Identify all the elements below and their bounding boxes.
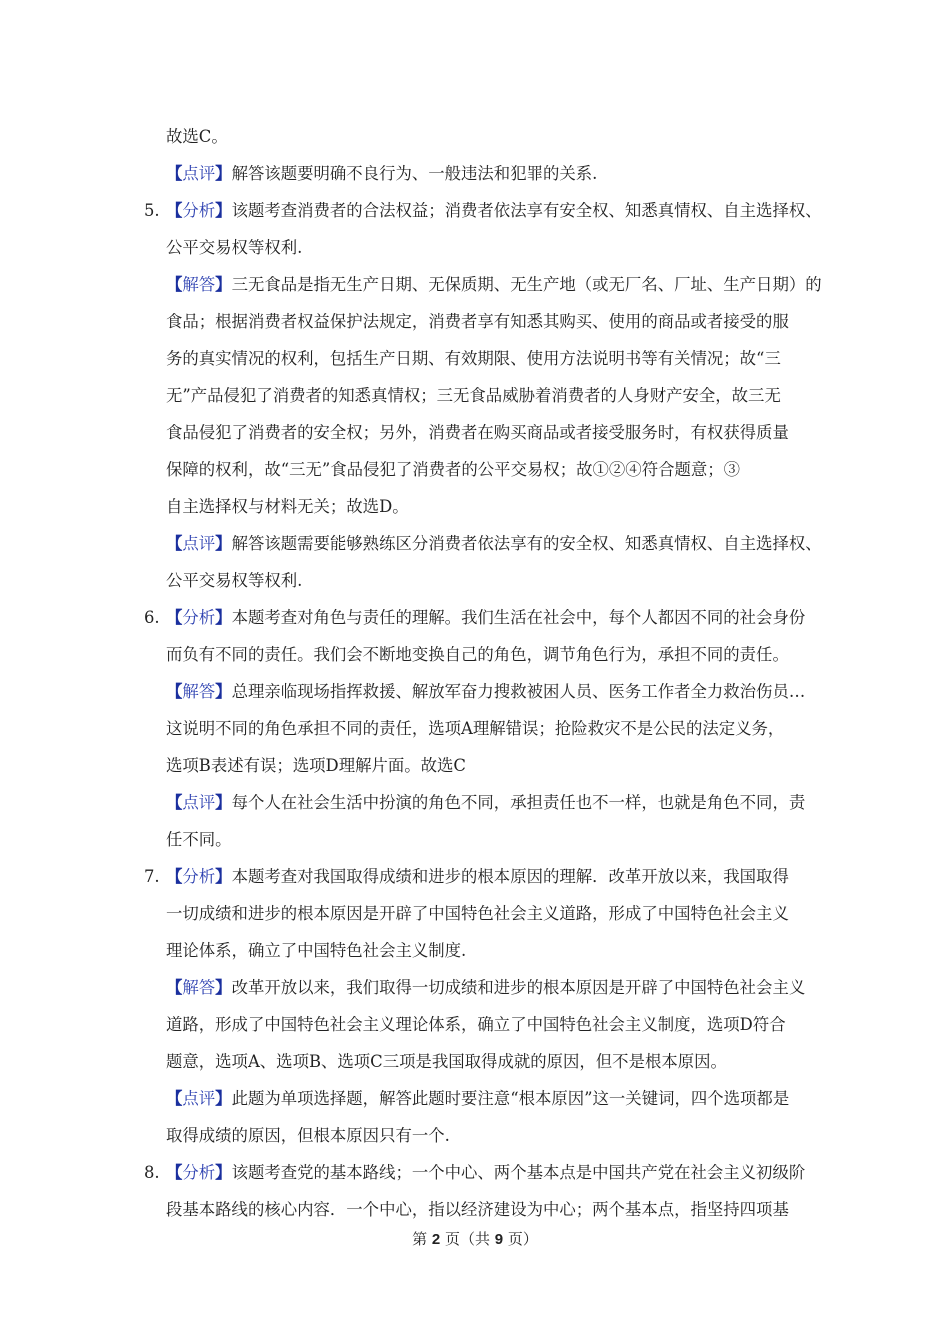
footer-suffix: 页） xyxy=(507,1230,538,1248)
text-line xyxy=(0,488,950,525)
section-tag: 【分析】 xyxy=(166,201,232,220)
text-line xyxy=(0,784,950,821)
section-tag-label: 分析 xyxy=(182,608,216,627)
text-line xyxy=(0,1117,950,1154)
section-tag-label: 解答 xyxy=(182,275,216,294)
text-line xyxy=(0,821,950,858)
section-tag: 【分析】 xyxy=(166,608,232,627)
line-text: 三无食品是指无生产日期、无保质期、无生产地（或无厂名、厂址、生产日期）的 xyxy=(231,275,822,294)
text-line xyxy=(0,1154,950,1191)
line-text: 故选C。 xyxy=(166,127,228,146)
section-tag: 【点评】 xyxy=(166,1089,232,1108)
line-text: 理论体系，确立了中国特色社会主义制度. xyxy=(166,941,467,960)
page-footer xyxy=(0,1224,950,1255)
text-line xyxy=(0,969,950,1006)
text-line xyxy=(0,229,950,266)
section-tag: 【解答】 xyxy=(166,275,232,294)
line-text: 这说明不同的角色承担不同的责任，选项A理解错误；抢险救灾不是公民的法定义务， xyxy=(166,719,785,738)
section-tag: 【点评】 xyxy=(166,534,232,553)
line-text: 务的真实情况的权利，包括生产日期、有效期限、使用方法说明书等有关情况；故“三 xyxy=(166,349,781,368)
text-line xyxy=(0,858,950,895)
section-tag: 【点评】 xyxy=(166,793,232,812)
line-text: 此题为单项选择题，解答此题时要注意“根本原因”这一关键词，四个选项都是 xyxy=(231,1089,790,1108)
text-line xyxy=(0,192,950,229)
text-line xyxy=(0,414,950,451)
line-text: 解答该题要明确不良行为、一般违法和犯罪的关系. xyxy=(231,164,598,183)
line-text: 本题考查对我国取得成绩和进步的根本原因的理解．改革开放以来，我国取得 xyxy=(231,867,789,886)
section-tag-label: 点评 xyxy=(182,1089,216,1108)
line-text: 公平交易权等权利. xyxy=(166,238,303,257)
text-line xyxy=(0,562,950,599)
text-line xyxy=(0,303,950,340)
question-number: 6. xyxy=(144,608,160,627)
text-line xyxy=(0,340,950,377)
section-tag-label: 点评 xyxy=(182,534,216,553)
line-text: 食品；根据消费者权益保护法规定，消费者享有知悉其购买、使用的商品或者接受的服 xyxy=(166,312,789,331)
text-line xyxy=(0,525,950,562)
section-tag: 【点评】 xyxy=(166,164,232,183)
line-text: 道路，形成了中国特色社会主义理论体系，确立了中国特色社会主义制度，选项D符合 xyxy=(166,1015,786,1034)
section-tag-label: 分析 xyxy=(182,201,216,220)
line-text: 总理亲临现场指挥救援、解放军奋力搜救被困人员、医务工作者全力救治伤员… xyxy=(231,682,806,701)
section-tag-label: 解答 xyxy=(182,682,216,701)
line-text: 公平交易权等权利. xyxy=(166,571,303,590)
text-line xyxy=(0,932,950,969)
line-text: 选项B表述有误；选项D理解片面。故选C xyxy=(166,756,466,775)
footer-total-pages: 9 xyxy=(494,1231,504,1248)
text-line xyxy=(0,673,950,710)
text-line xyxy=(0,599,950,636)
section-tag: 【解答】 xyxy=(166,978,232,997)
section-tag-label: 解答 xyxy=(182,978,216,997)
text-line xyxy=(0,155,950,192)
section-tag-label: 分析 xyxy=(182,1163,216,1182)
question-number: 5. xyxy=(144,201,160,220)
text-line xyxy=(0,451,950,488)
line-text: 该题考查党的基本路线；一个中心、两个基本点是中国共产党在社会主义初级阶 xyxy=(231,1163,806,1182)
text-line xyxy=(0,1080,950,1117)
text-line xyxy=(0,636,950,673)
line-text: 该题考查消费者的合法权益；消费者依法享有安全权、知悉真情权、自主选择权、 xyxy=(231,201,822,220)
text-line xyxy=(0,710,950,747)
footer-middle: 页（共 xyxy=(444,1230,490,1248)
line-text: 题意，选项A、选项B、选项C三项是我国取得成就的原因，但不是根本原因。 xyxy=(166,1052,727,1071)
section-tag: 【分析】 xyxy=(166,1163,232,1182)
line-text: 取得成绩的原因，但根本原因只有一个. xyxy=(166,1126,450,1145)
text-line xyxy=(0,1006,950,1043)
line-text: 段基本路线的核心内容．一个中心，指以经济建设为中心；两个基本点，指坚持四项基 xyxy=(166,1200,789,1219)
text-line xyxy=(0,377,950,414)
text-line xyxy=(0,266,950,303)
line-text: 一切成绩和进步的根本原因是开辟了中国特色社会主义道路，形成了中国特色社会主义 xyxy=(166,904,789,923)
line-text: 任不同。 xyxy=(166,830,232,849)
text-line xyxy=(0,895,950,932)
line-text: 改革开放以来，我们取得一切成绩和进步的根本原因是开辟了中国特色社会主义 xyxy=(231,978,806,997)
section-tag-label: 点评 xyxy=(182,164,216,183)
text-line xyxy=(0,1043,950,1080)
section-tag-label: 分析 xyxy=(182,867,216,886)
question-number: 7. xyxy=(144,867,160,886)
question-number: 8. xyxy=(144,1163,160,1182)
answer-content xyxy=(0,118,950,1228)
footer-prefix: 第 xyxy=(412,1230,428,1248)
line-text: 本题考查对角色与责任的理解。我们生活在社会中，每个人都因不同的社会身份 xyxy=(231,608,806,627)
text-line xyxy=(0,118,950,155)
section-tag: 【解答】 xyxy=(166,682,232,701)
section-tag: 【分析】 xyxy=(166,867,232,886)
text-line xyxy=(0,747,950,784)
line-text: 每个人在社会生活中扮演的角色不同，承担责任也不一样，也就是角色不同，责 xyxy=(231,793,806,812)
line-text: 无”产品侵犯了消费者的知悉真情权；三无食品威胁着消费者的人身财产安全，故三无 xyxy=(166,386,781,405)
line-text: 而负有不同的责任。我们会不断地变换自己的角色，调节角色行为，承担不同的责任。 xyxy=(166,645,789,664)
line-text: 解答该题需要能够熟练区分消费者依法享有的安全权、知悉真情权、自主选择权、 xyxy=(231,534,822,553)
text-line xyxy=(0,1191,950,1228)
footer-page-number: 2 xyxy=(431,1231,441,1248)
line-text: 食品侵犯了消费者的安全权；另外，消费者在购买商品或者接受服务时，有权获得质量 xyxy=(166,423,789,442)
line-text: 保障的权利，故“三无”食品侵犯了消费者的公平交易权；故①②④符合题意；③ xyxy=(166,460,741,479)
line-text: 自主选择权与材料无关；故选D。 xyxy=(166,497,409,516)
section-tag-label: 点评 xyxy=(182,793,216,812)
